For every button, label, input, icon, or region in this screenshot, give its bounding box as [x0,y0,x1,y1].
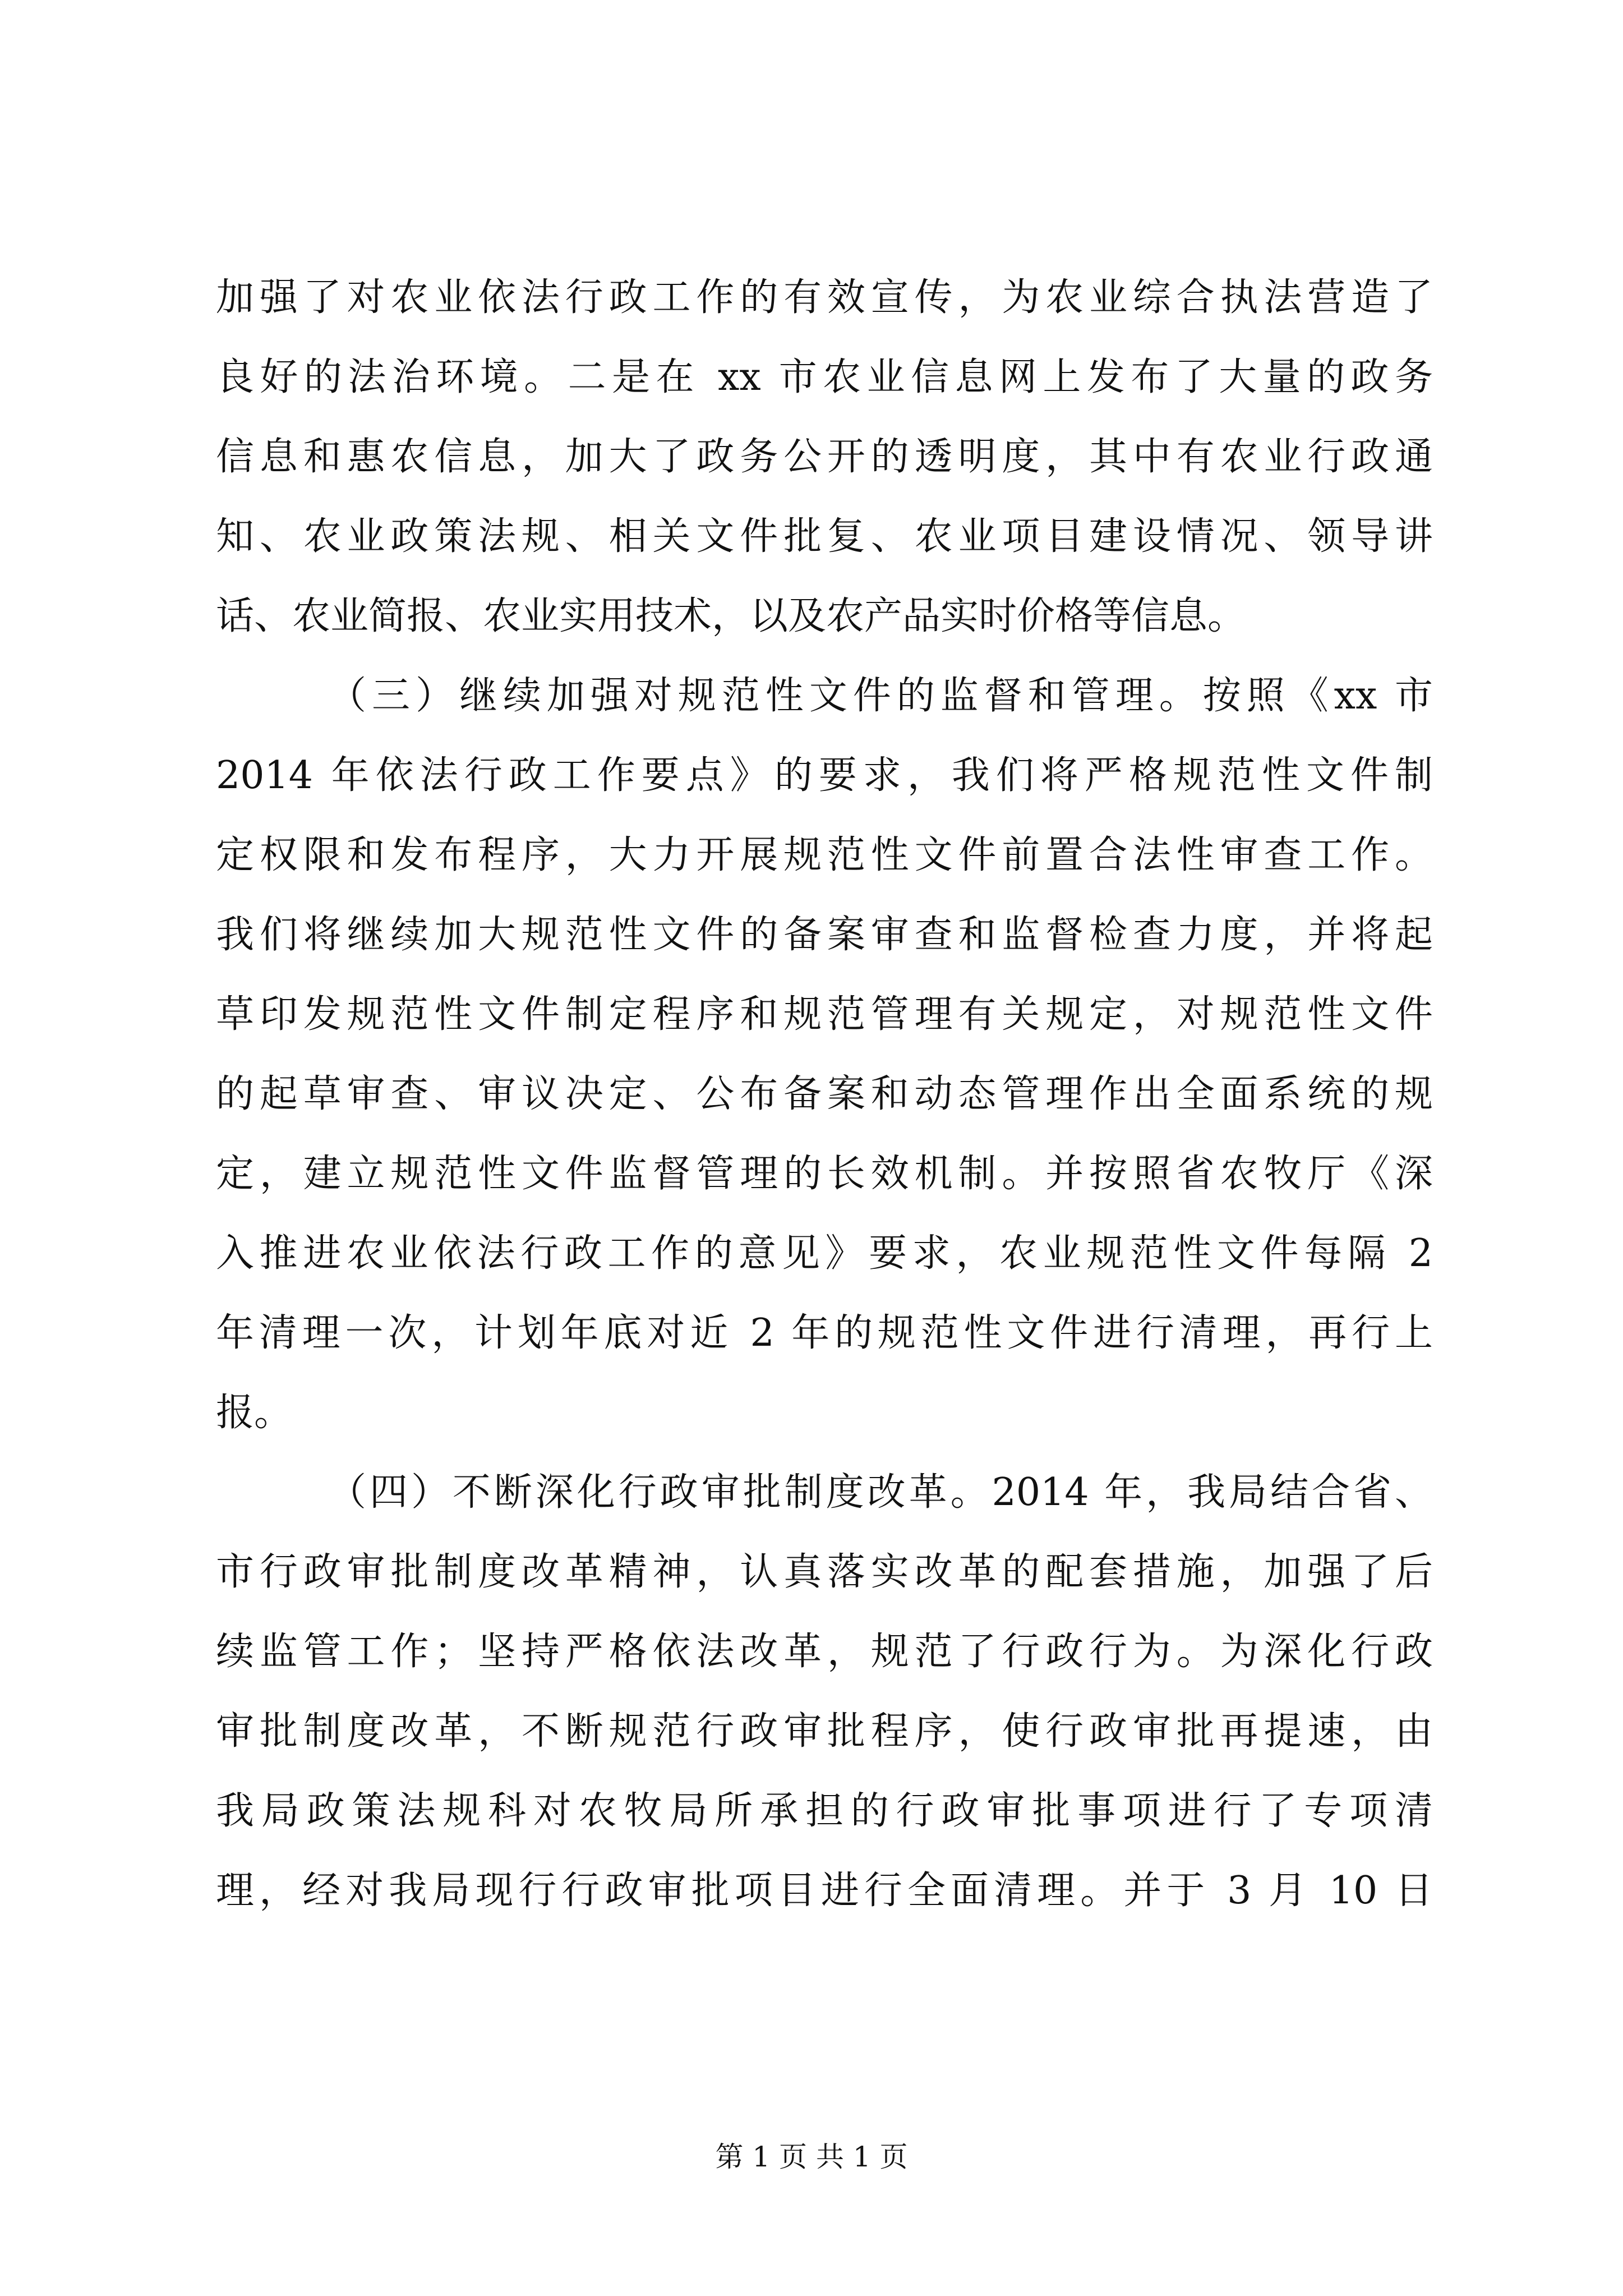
text-line: 市行政审批制度改革精神，认真落实改革的配套措施，加强了后 [216,1550,1433,1594]
text-line: 我局政策法规科对农牧局所承担的行政审批事项进行了专项清 [216,1789,1433,1833]
text-line: 我们将继续加大规范性文件的备案审查和监督检查力度，并将起 [216,913,1433,957]
text-line: 审批制度改革，不断规范行政审批程序，使行政审批再提速，由 [216,1709,1433,1754]
text-line: 定权限和发布程序，大力开展规范性文件前置合法性审查工作。 [216,833,1433,877]
text-line: 续监管工作；坚持严格依法改革，规范了行政行为。为深化行政 [216,1630,1433,1674]
text-line: 报。 [216,1391,293,1435]
text-line: 加强了对农业依法行政工作的有效宣传，为农业综合执法营造了 [216,275,1433,320]
text-line: 话、农业简报、农业实用技术，以及农产品实时价格等信息。 [216,594,1246,638]
text-line: 2014 年依法行政工作要点》的要求，我们将严格规范性文件制 [216,753,1433,798]
text-line: 良好的法治环境。二是在 xx 市农业信息网上发布了大量的政务 [216,355,1433,399]
text-line: 信息和惠农信息，加大了政务公开的透明度，其中有农业行政通 [216,435,1433,479]
page-number-footer: 第 1 页 共 1 页 [715,2141,908,2173]
paragraph-heading-4: （四）不断深化行政审批制度改革。2014 年，我局结合省、 [328,1470,1433,1515]
text-line: 知、农业政策法规、相关文件批复、农业项目建设情况、领导讲 [216,514,1433,559]
text-line: 定，建立规范性文件监督管理的长效机制。并按照省农牧厅《深 [216,1152,1433,1196]
text-line: 理，经对我局现行行政审批项目进行全面清理。并于 3 月 10 日 [216,1869,1433,1913]
paragraph-heading-3: （三）继续加强对规范性文件的监督和管理。按照《xx 市 [328,674,1433,718]
text-line: 入推进农业依法行政工作的意见》要求，农业规范性文件每隔 2 [216,1231,1433,1276]
text-line: 年清理一次，计划年底对近 2 年的规范性文件进行清理，再行上 [216,1311,1433,1355]
document-body [216,258,1433,1931]
text-line: 草印发规范性文件制定程序和规范管理有关规定，对规范性文件 [216,992,1433,1037]
text-line: 的起草审查、审议决定、公布备案和动态管理作出全面系统的规 [216,1072,1433,1116]
